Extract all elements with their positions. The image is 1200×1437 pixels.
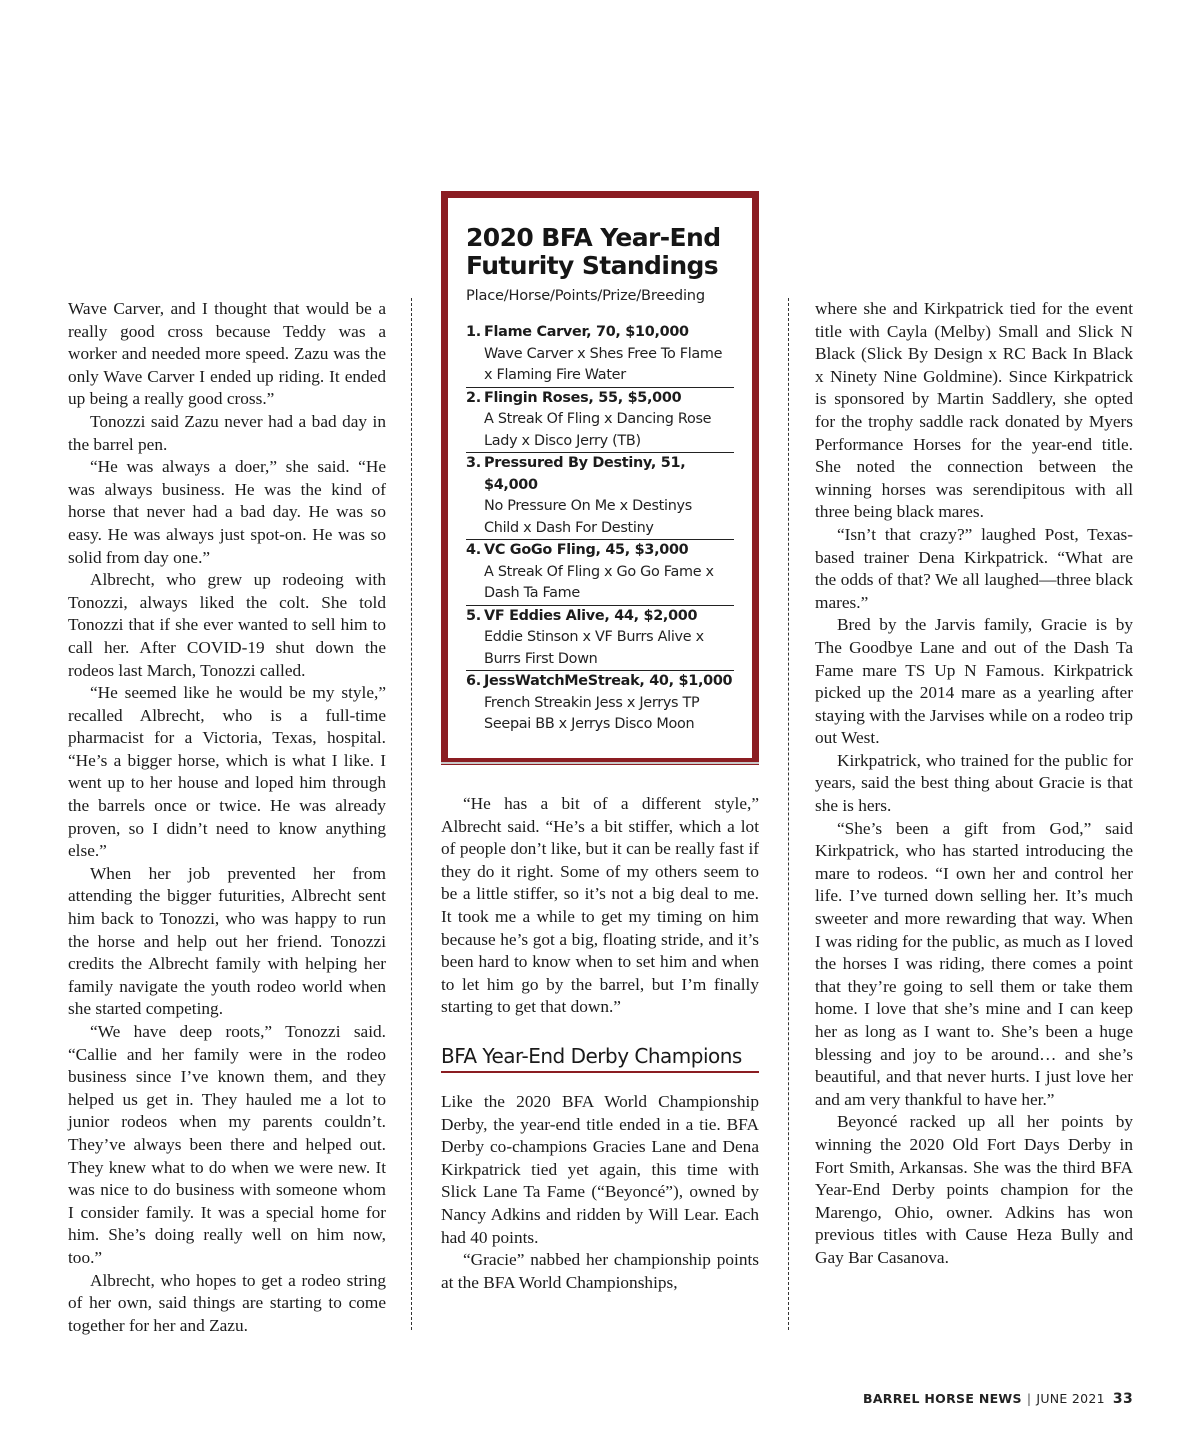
paragraph: “He has a bit of a different style,” Albrecht said. “He’s a bit stiffer, which a lot of people don’t like, but it can be really fast if they do it right. Some of my others seem to be a little stiffer, so it’s not a big deal to me. It took me a while to get my timing on him because he’s got a big, floating stride, and it’s been hard to know when to set him and when to let him go by the barrel, but I’m finally starting to get that down.” — [441, 794, 759, 1017]
paragraph: “We have deep roots,” Tonozzi said. “Callie and her family were in the rodeo business since I’ve known them, and they helped us get in. They hauled me a lot to junior rodeos when my parents couldn’t. They’ve always been there and helped out. They knew what to do when we were new. It was nice to do business with someone whom I consider family. It was a special home for him. She’s doing really well on him now, too.” — [68, 1022, 386, 1267]
column-divider — [411, 298, 412, 1330]
paragraph: where she and Kirkpatrick tied for the event title with Cayla (Melby) Small and Slick N Black (Slick By Design x RC Back In Black x Ninety Nine Goldmine). Since Kirkpatrick is sponsored by Martin Saddlery, she opted for the trophy saddle rack donated by Myers Performance Horses for the year-end title. She noted the connection between the winning horses was serendipitous with all three being black mares. — [815, 299, 1133, 522]
paragraph: When her job prevented her from attending the bigger futurities, Albrecht sent him back to Tonozzi, who was happy to run the horse and help out her friend. Tonozzi credits the Albrecht family with helping her family navigate the youth rodeo world when she started competing. — [68, 863, 386, 1019]
paragraph: Tonozzi said Zazu never had a bad day in the barrel pen. — [68, 411, 386, 454]
standings-entry — [466, 322, 734, 387]
standings-entry — [466, 452, 734, 539]
section-heading: BFA Year-End Derby Champions — [441, 1045, 759, 1073]
paragraph: Kirkpatrick, who trained for the public for years, said the best thing about Gracie is that she is hers. — [815, 750, 1133, 816]
publication-name: BARREL HORSE NEWS — [863, 1391, 1022, 1406]
paragraph: Wave Carver, and I thought that would be a really good cross because Teddy was a worker and needed more speed. Zazu was the only Wave Carver I ended up riding. It ended up being a really good cross.” — [68, 299, 386, 409]
entry-place: 2. — [466, 389, 481, 406]
entry-horse: Flame Carver, 70, $10,000 — [484, 324, 689, 340]
issue-date: JUNE 2021 — [1036, 1391, 1105, 1406]
entry-breeding: A Streak Of Fling x Dancing Rose — [484, 411, 712, 427]
paragraph: Like the 2020 BFA World Championship Derby, the year-end title ended in a tie. BFA Derby co-champions Gracies Lane and Dena Kirkpatrick tied yet again, this time with Slick Lane Ta Fame (“Beyoncé”), owned by Nancy Adkins and ridden by Will Lear. Each had 40 points. — [441, 1091, 759, 1247]
article-column-1 — [68, 298, 386, 1337]
entry-place: 1. — [466, 324, 481, 340]
entry-breeding: No Pressure On Me x Destinys — [484, 498, 692, 514]
entry-place: 6. — [466, 673, 481, 689]
paragraph: “Gracie” nabbed her championship points at the BFA World Championships, — [441, 1250, 759, 1292]
article-column-2 — [441, 793, 759, 1294]
paragraph: Albrecht, who hopes to get a rodeo string of her own, said things are starting to come together for her and Zazu. — [68, 1270, 386, 1335]
standings-entry — [466, 387, 734, 453]
standings-sidebar — [441, 191, 759, 765]
paragraph: “She’s been a gift from God,” said Kirkpatrick, who has started introducing the mare to rodeos. “I own her and control her life. I’ve turned down selling her. It’s much sweeter and more rewarding that way. When I was riding for the public, as much as I loved the horses I was riding, there comes a point that they’re going to sell them or take them home. I love that she’s mine and I can keep her as long as I want to. She’s been a huge blessing and joy to be around… and she’s beautiful, and that never hurts. I just love her and am very thankful to have her.” — [815, 818, 1133, 1109]
entry-horse: VC GoGo Fling, 45, $3,000 — [484, 542, 689, 558]
entry-breeding: Burrs First Down — [484, 650, 598, 667]
entry-horse: VF Eddies Alive, 44, $2,000 — [484, 607, 698, 624]
entry-breeding: Child x Dash For Destiny — [484, 519, 654, 536]
paragraph: “He seemed like he would be my style,” recalled Albrecht, who is a full-time pharmacist for a Victoria, Texas, hospital. “He’s a bigger horse, which is what I like. I went up to her house and loped him through the barrels once or twice. He was already proven, so I didn’t need to know anything else.” — [68, 683, 386, 861]
page-number: 33 — [1112, 1391, 1133, 1407]
entry-breeding: Eddie Stinson x VF Burrs Alive x — [484, 629, 704, 645]
footer-separator: | — [1026, 1391, 1032, 1406]
entry-breeding: x Flaming Fire Water — [484, 367, 626, 383]
sidebar-underline — [441, 762, 759, 764]
article-column-3 — [815, 298, 1133, 1270]
entry-horse: Pressured By Destiny, 51, $4,000 — [484, 455, 686, 493]
entry-breeding: French Streakin Jess x Jerrys TP — [484, 694, 700, 711]
entry-horse: JessWatchMeStreak, 40, $1,000 — [484, 673, 733, 689]
entry-breeding: A Streak Of Fling x Go Go Fame x — [484, 563, 714, 580]
entry-breeding: Dash Ta Fame — [484, 585, 580, 601]
entry-breeding: Seepai BB x Jerrys Disco Moon — [484, 716, 695, 732]
entry-place: 5. — [466, 607, 481, 624]
standings-entry — [466, 670, 734, 736]
entry-place: 3. — [466, 455, 481, 471]
paragraph: “Isn’t that crazy?” laughed Post, Texas-based trainer Dena Kirkpatrick. “What are the odds of that? We all laughed—three black mares.” — [815, 524, 1133, 612]
entry-place: 4. — [466, 542, 481, 558]
page-footer — [863, 1391, 1133, 1407]
entry-breeding: Lady x Disco Jerry (TB) — [484, 432, 641, 449]
standings-subtitle: Place/Horse/Points/Prize/Breeding — [466, 287, 705, 304]
paragraph: Beyoncé racked up all her points by winning the 2020 Old Fort Days Derby in Fort Smith, Arkansas. She was the third BFA Year-End Derby points champion for the Marengo, Ohio, owner. Adkins has won previous titles with Cause Heza Bully and Gay Bar Casanova. — [815, 1112, 1133, 1267]
entry-breeding: Wave Carver x Shes Free To Flame — [484, 345, 723, 362]
standings-entry — [466, 605, 734, 671]
standings-entry — [466, 539, 734, 605]
paragraph: Albrecht, who grew up rodeoing with Tonozzi, always liked the colt. She told Tonozzi that if she ever wanted to sell him to call her. After COVID-19 shut down the rodeos last March, Tonozzi called. — [68, 570, 386, 680]
paragraph: Bred by the Jarvis family, Gracie is by The Goodbye Lane and out of the Dash Ta Fame mare TS Up N Famous. Kirkpatrick picked up the 2014 mare as a yearling after staying with the Jarvises while on a rodeo trip out West. — [815, 615, 1133, 748]
standings-list — [466, 322, 734, 736]
entry-horse: Flingin Roses, 55, $5,000 — [484, 389, 682, 406]
paragraph: “He was always a doer,” she said. “He was always business. He was the kind of horse that never had a bad day. He was so easy. He was always just spot-on. He was so solid from day one.” — [68, 457, 386, 567]
column-divider — [788, 298, 789, 1330]
standings-title: 2020 BFA Year-End Futurity Standings — [466, 223, 721, 280]
